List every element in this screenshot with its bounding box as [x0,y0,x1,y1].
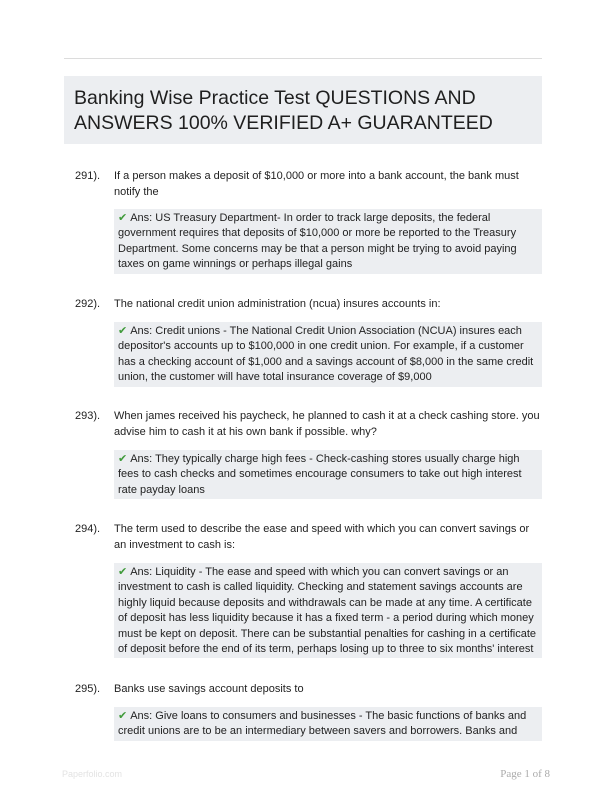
footer-watermark: Paperfolio.com [62,769,123,779]
answer-box [114,322,542,387]
question-text: Banks use savings account deposits to [114,683,304,695]
question-text: If a person makes a deposit of $10,000 or more into a bank account, the bank must notify the [114,170,519,198]
checkmark-icon: ✔ [118,325,128,337]
question-text: The national credit union administration (ncua) insures accounts in: [114,298,441,310]
title-banner [64,76,542,144]
top-divider [64,58,542,59]
answer-text: Ans: Liquidity - The ease and speed with which you can convert savings or an investment to cash is called liquidity. Checking and statement savings accounts are highly liquid because deposits and withdrawals can be made at any time. A certificate of deposit has less liquidity because it has a fixed term - a period during which money must be kept on deposit. There can be substantial penalties for cashing in a certificate of deposit before the end of its term, perhaps losing up to three to six months' interest [118,566,537,656]
answer-text: Ans: Give loans to consumers and businesses - The basic functions of banks and credit unions are to be an intermediary between savers and borrowers. Banks and [118,710,527,738]
question-number: 293). [75,410,101,422]
question-text: The term used to describe the ease and speed with which you can convert savings or an investment to cash is: [114,523,530,551]
answer-text: Ans: They typically charge high fees - Check-cashing stores usually charge high fees to cash checks and sometimes encourage consumers to take out high interest rate payday loans [118,453,522,496]
document-title: Banking Wise Practice Test QUESTIONS AND ANSWERS 100% VERIFIED A+ GUARANTEED [74,87,493,134]
checkmark-icon: ✔ [118,710,128,722]
checkmark-icon: ✔ [118,212,128,224]
answer-text: Ans: Credit unions - The National Credit Union Association (NCUA) insures each depositor's accounts up to $100,000 in one credit union. For example, if a customer has a checking account of $1,000 and a savings account of $8,000 in the same credit union, the customer will have total insurance coverage of $9,000 [118,325,534,384]
question-text: When james received his paycheck, he planned to cash it at a check cashing store. you advise him to cash it at his own bank if possible. why? [114,410,540,438]
page-number: Page 1 of 8 [500,768,550,780]
question-number: 291). [75,170,101,182]
question-number: 294). [75,523,101,535]
answer-box [114,450,542,499]
checkmark-icon: ✔ [118,453,128,465]
answer-box [114,563,542,658]
answer-box [114,209,542,274]
question-number: 292). [75,298,101,310]
question-number: 295). [75,683,101,695]
answer-box [114,707,542,741]
answer-text: Ans: US Treasury Department- In order to track large deposits, the federal government requires that deposits of $10,000 or more be reported to the Treasury Department. Some concerns may be that a person might be trying to avoid paying taxes on game winnings or perhaps illegal gains [118,212,517,271]
checkmark-icon: ✔ [118,566,128,578]
